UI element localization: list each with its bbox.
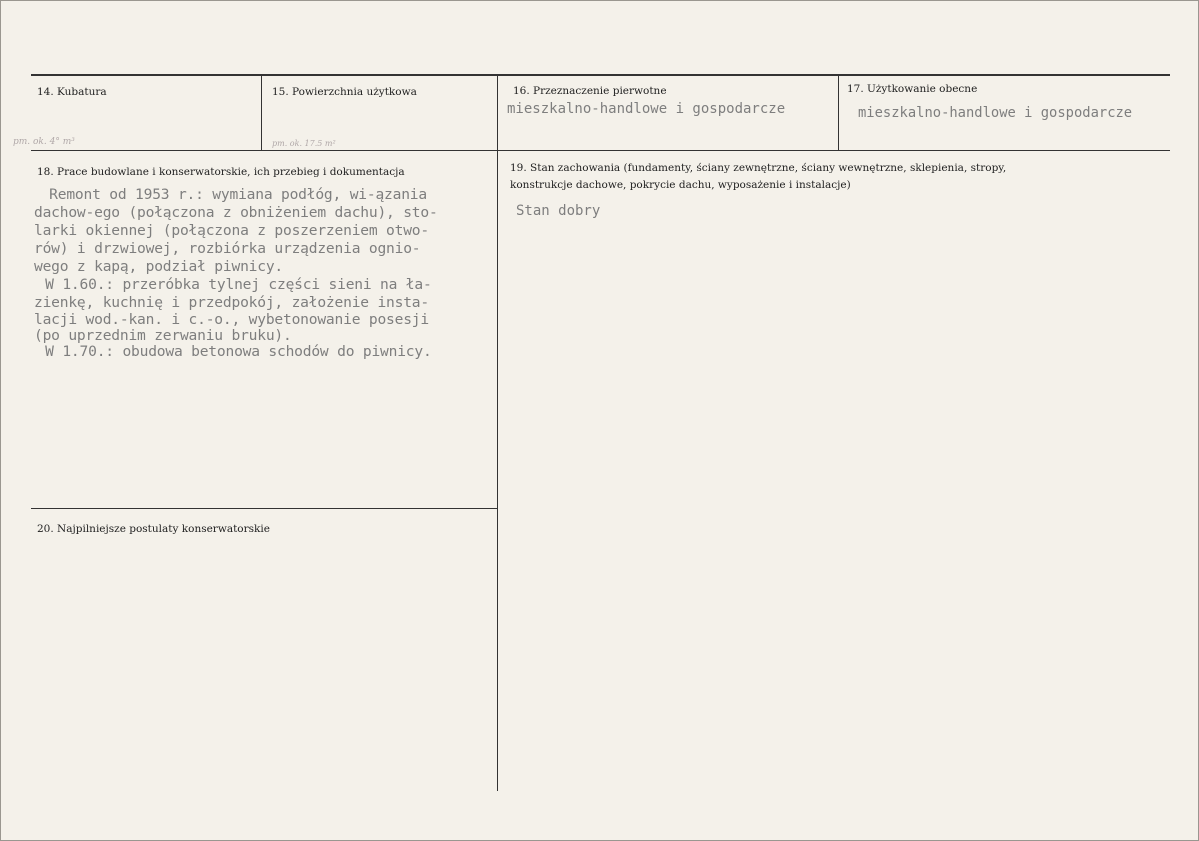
top-rule xyxy=(31,74,1170,76)
divider-18-19 xyxy=(497,151,498,791)
field-16-label: 16. Przeznaczenie pierwotne xyxy=(513,85,667,97)
divider-18-20 xyxy=(31,508,498,509)
works-line: wego z kapą, podział piwnicy. xyxy=(34,258,283,275)
field-17-label: 17. Użytkowanie obecne xyxy=(847,83,978,95)
works-line: zienkę, kuchnię i przedpokój, założenie insta- xyxy=(34,294,429,311)
divider-16-17 xyxy=(838,75,839,151)
header-row-rule xyxy=(31,150,1170,151)
works-line: lacji wod.-kan. i c.-o., wybetonowanie posesji xyxy=(34,311,429,328)
field-15-label: 15. Powierzchnia użytkowa xyxy=(272,86,417,98)
divider-15-16 xyxy=(497,75,498,151)
works-line: Remont od 1953 r.: wymiana podłóg, wi-ązania xyxy=(32,186,427,203)
works-line: (po uprzednim zerwaniu bruku). xyxy=(34,327,292,344)
works-line: W 1.70.: obudowa betonowa schodów do piwnicy. xyxy=(28,343,432,360)
field-20-label: 20. Najpilniejsze postulaty konserwatorskie xyxy=(37,523,270,535)
field-15-handwritten: pm. ok. 17.5 m² xyxy=(272,139,336,148)
field-19-value: Stan dobry xyxy=(516,203,601,219)
works-line: dachow-ego (połączona z obniżeniem dachu), sto- xyxy=(34,204,438,221)
field-19-label-line2: konstrukcje dachowe, pokrycie dachu, wyposażenie i instalacje) xyxy=(510,179,851,191)
field-16-value: mieszkalno-handlowe i gospodarcze xyxy=(507,101,786,117)
field-18-label: 18. Prace budowlane i konserwatorskie, ich przebieg i dokumentacja xyxy=(37,166,405,178)
works-line: W 1.60.: przeróbka tylnej części sieni na ła- xyxy=(28,276,432,293)
divider-14-15 xyxy=(261,75,262,151)
field-14-handwritten: pm. ok. 4° m³ xyxy=(13,137,75,147)
works-line: rów) i drzwiowej, rozbiórka urządzenia ognio- xyxy=(34,240,421,257)
works-line: larki okiennej (połączona z poszerzeniem otwo- xyxy=(34,222,429,239)
field-17-value: mieszkalno-handlowe i gospodarcze xyxy=(858,105,1133,121)
field-14-label: 14. Kubatura xyxy=(37,86,107,98)
field-19-label-line1: 19. Stan zachowania (fundamenty, ściany zewnętrzne, ściany wewnętrzne, sklepienia, stropy, xyxy=(510,162,1007,174)
